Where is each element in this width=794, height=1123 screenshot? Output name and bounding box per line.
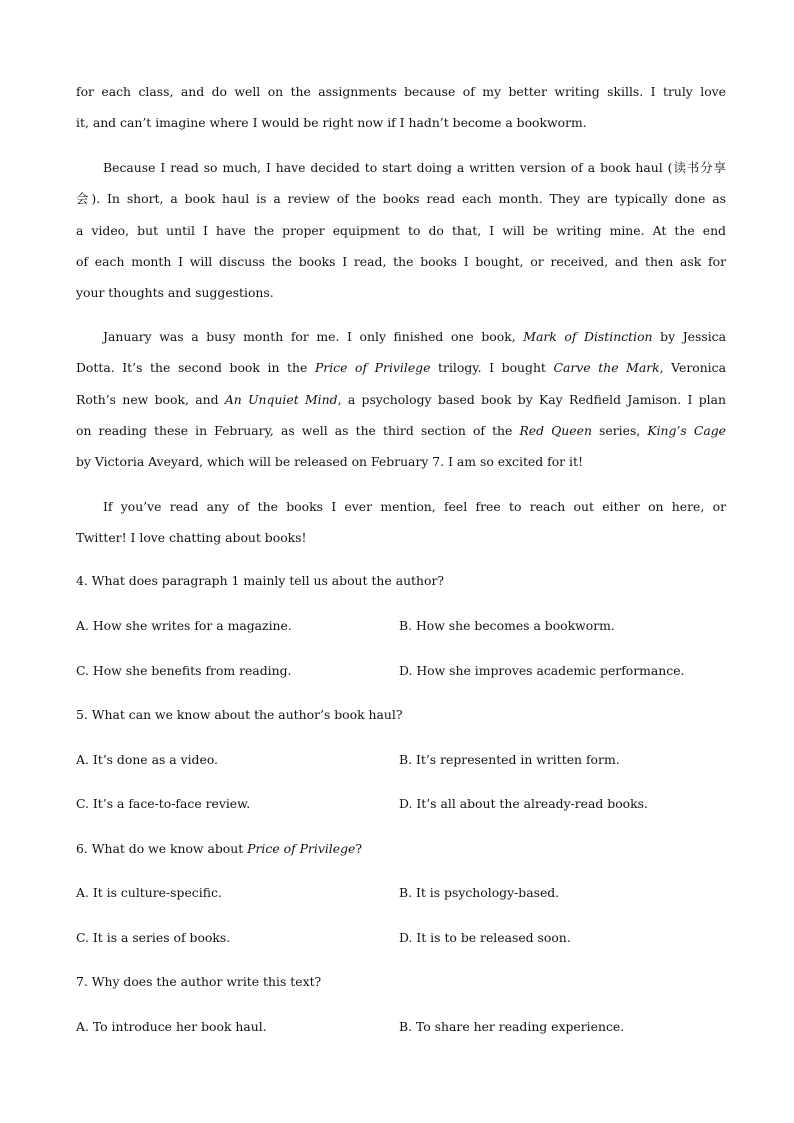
book-title: Mark of Distinction: [523, 329, 653, 344]
question-stem: 4. What does paragraph 1 mainly tell us about the author?: [76, 573, 445, 588]
option-a: A. It is culture-specific.: [76, 885, 222, 900]
text-run: , Veronica: [659, 360, 726, 376]
option-c: C. How she benefits from reading.: [76, 663, 292, 678]
text-run: by Jessica: [652, 329, 727, 344]
text-line: 会). In short, a book haul is a review of the books read each month. They are typically done as: [76, 191, 726, 207]
text-run: on reading these in February, as well as the third section of the: [76, 422, 520, 438]
question-stem: 7. Why does the author write this text?: [76, 974, 322, 989]
text-line: Because I read so much, I have decided to start doing a written version of a book haul (读书分享: [103, 160, 726, 175]
text-line: a video, but until I have the proper equipment to do that, I will be writing mine. At the end: [76, 222, 726, 238]
passage-paragraph-4: [76, 491, 726, 554]
option-d: D. It is to be released soon.: [399, 930, 571, 945]
text-line: your thoughts and suggestions.: [76, 285, 274, 301]
text-line: If you’ve read any of the books I ever mention, feel free to reach out either on here, or: [103, 499, 726, 514]
text-run: ?: [355, 841, 362, 856]
text-line: [76, 352, 726, 383]
passage-paragraph-1: [76, 76, 726, 139]
option-c: C. It is a series of books.: [76, 930, 231, 945]
option-b: B. It is psychology-based.: [399, 885, 560, 900]
option-d: D. How she improves academic performance.: [399, 663, 685, 678]
passage-paragraph-3: [76, 321, 726, 477]
text-run: series,: [591, 422, 648, 438]
book-title: Red Queen: [519, 422, 592, 438]
option-c: C. It’s a face-to-face review.: [76, 796, 251, 811]
option-a: A. It’s done as a video.: [76, 752, 218, 767]
question-stem: 5. What can we know about the author’s book haul?: [76, 707, 403, 722]
text-run: , a psychology based book by Kay Redfield Jamison. I plan: [337, 391, 726, 407]
text-run: trilogy. I bought: [430, 360, 554, 376]
text-line: by Victoria Aveyard, which will be released on February 7. I am so excited for it!: [76, 454, 583, 470]
text-run: Roth’s new book, and: [76, 391, 225, 407]
option-b: B. How she becomes a bookworm.: [399, 618, 615, 633]
text-line: [76, 321, 726, 352]
text-line: [76, 415, 726, 446]
text-line: for each class, and do well on the assignments because of my better writing skills. I truly love: [76, 84, 726, 99]
passage-paragraph-2: [76, 152, 726, 308]
book-title: Price of Privilege: [247, 841, 356, 856]
text-line: Twitter! I love chatting about books!: [76, 530, 307, 546]
text-run: 6. What do we know about: [76, 841, 248, 856]
text-line: it, and can’t imagine where I would be right now if I hadn’t become a bookworm.: [76, 115, 587, 131]
book-title: An Unquiet Mind: [224, 391, 338, 407]
option-a: A. To introduce her book haul.: [76, 1019, 267, 1034]
option-b: B. It’s represented in written form.: [399, 752, 620, 767]
book-title: King’s Cage: [647, 422, 726, 438]
option-a: A. How she writes for a magazine.: [76, 618, 292, 633]
text-line: [76, 384, 726, 415]
text-run: January was a busy month for me. I only finished one book,: [103, 329, 524, 344]
text-run: Dotta. It’s the second book in the: [76, 360, 315, 376]
option-b: B. To share her reading experience.: [399, 1019, 625, 1034]
book-title: Carve the Mark: [553, 360, 660, 376]
option-d: D. It’s all about the already-read books.: [399, 796, 648, 811]
question-stem: [76, 840, 726, 858]
text-line: of each month I will discuss the books I read, the books I bought, or received, and then ask for: [76, 253, 726, 269]
book-title: Price of Privilege: [314, 360, 431, 376]
